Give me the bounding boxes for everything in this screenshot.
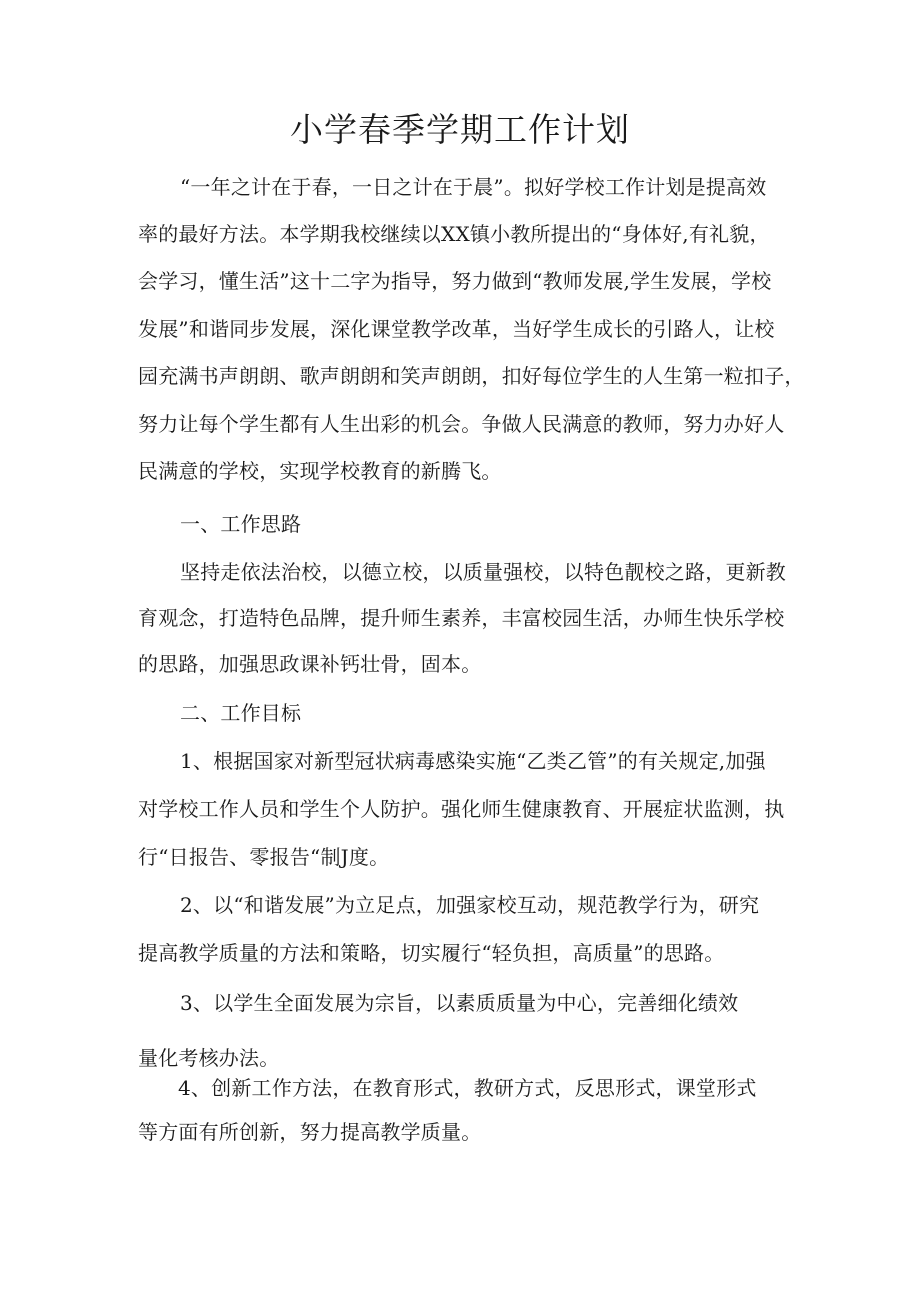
goal-item-1-line: 行“日报告、零报告“制J度。 bbox=[138, 845, 390, 869]
intro-line: 民满意的学校，实现学校教育的新腾飞。 bbox=[138, 459, 502, 483]
intro-line: 发展”和谐同步发展，深化课堂教学改革，当好学生成长的引路人，让校 bbox=[138, 317, 775, 341]
intro-line: 会学习，懂生活”这十二字为指导，努力做到“教师发展,学生发展，学校 bbox=[138, 269, 772, 293]
section1-line: 坚持走依法治校，以德立校，以质量强校，以特色靓校之路，更新教 bbox=[180, 560, 786, 584]
section-heading-2: 二、工作目标 bbox=[180, 701, 302, 725]
document-title: 小学春季学期工作计划 bbox=[290, 110, 630, 149]
goal-item-1-line: 对学校工作人员和学生个人防护。强化师生健康教育、开展症状监测，执 bbox=[138, 797, 785, 821]
goal-item-2-line: 提高教学质量的方法和策略，切实履行“轻负担，高质量”的思路。 bbox=[138, 941, 725, 965]
intro-line: 努力让每个学生都有人生出彩的机会。争做人民满意的教师，努力办好人 bbox=[138, 412, 785, 436]
section-heading-1: 一、工作思路 bbox=[180, 512, 302, 536]
goal-item-2-line: 2、以“和谐发展”为立足点，加强家校互动，规范教学行为，研究 bbox=[180, 893, 760, 917]
section1-line: 的思路，加强思政课补钙壮骨，固本。 bbox=[138, 652, 482, 676]
section1-line: 育观念，打造特色品牌，提升师生素养，丰富校园生活，办师生快乐学校 bbox=[138, 606, 785, 630]
intro-line: 率的最好方法。本学期我校继续以XX镇小教所提出的“身体好,有礼貌， bbox=[138, 222, 770, 246]
goal-item-4-line: 等方面有所创新，努力提高教学质量。 bbox=[138, 1120, 482, 1144]
goal-item-3-line: 量化考核办法。 bbox=[138, 1046, 280, 1070]
goal-item-4-line: 4、创新工作方法，在教育形式，教研方式，反思形式，课堂形式 bbox=[178, 1076, 757, 1100]
intro-line: “一年之计在于春，一日之计在于晨”。拟好学校工作计划是提高效 bbox=[180, 175, 767, 199]
goal-item-1-line: 1、根据国家对新型冠状病毒感染实施“乙类乙管”的有关规定,加强 bbox=[180, 749, 766, 773]
goal-item-3-line: 3、以学生全面发展为宗旨，以素质质量为中心，完善细化绩效 bbox=[180, 991, 739, 1015]
intro-line: 园充满书声朗朗、歌声朗朗和笑声朗朗，扣好每位学生的人生第一粒扣子， bbox=[138, 364, 805, 388]
